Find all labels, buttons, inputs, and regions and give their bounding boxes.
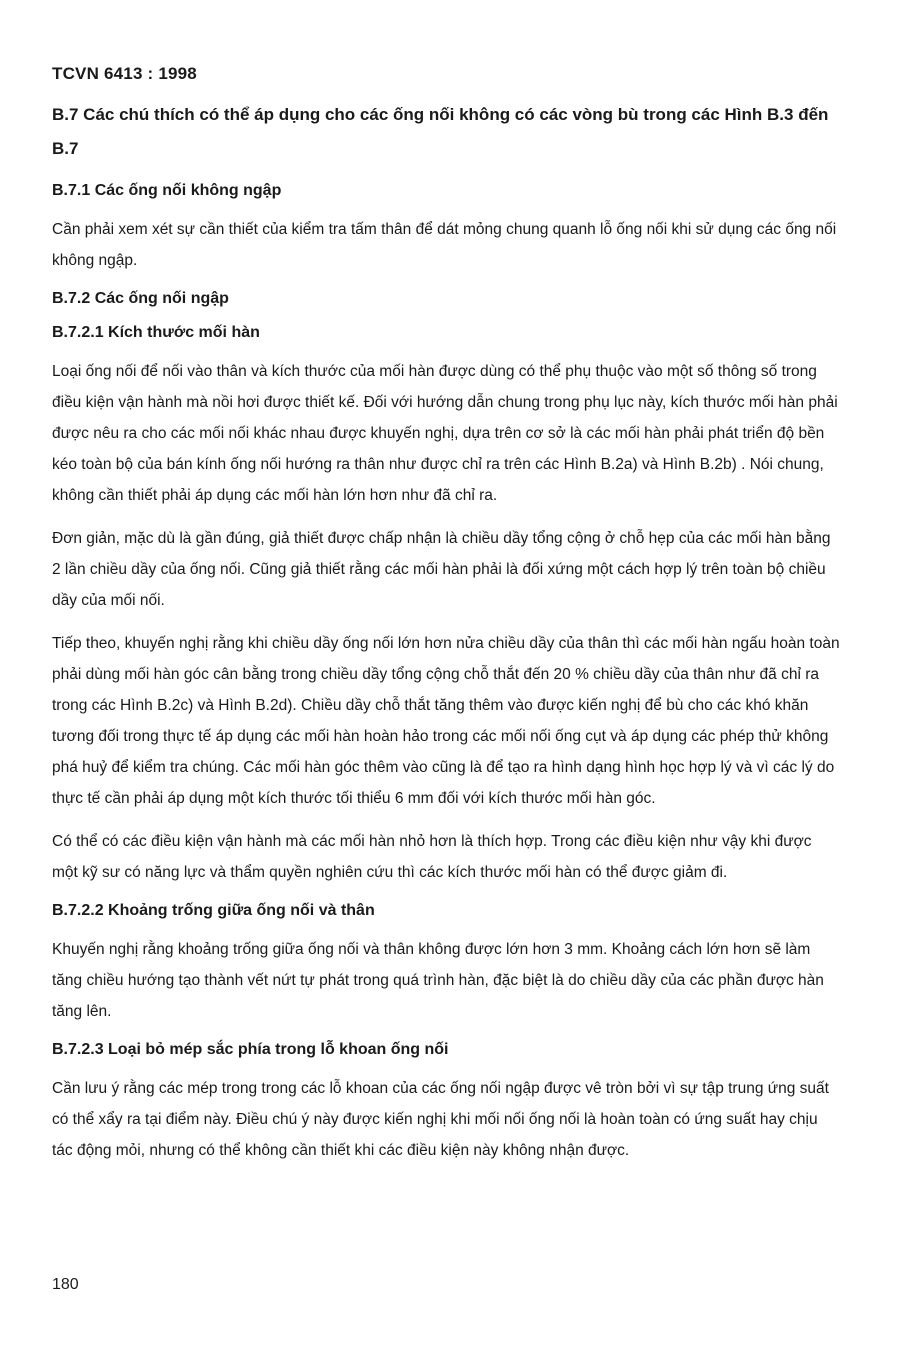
section-b721-paragraph-3: Tiếp theo, khuyến nghị rằng khi chiều dầy ống nối lớn hơn nửa chiều dầy của thân thì các mối hàn ngấu hoàn toàn phải dùng mối hàn góc cân bằng trong chiều dầy tổng cộng chỗ thắt đến 20 % chiều dầy của thân như đã chỉ ra trong các Hình B.2c) và Hình B.2d). Chiều dầy chỗ thắt tăng thêm vào được kiến nghị để bù cho các khó khăn tương đối trong thực tế áp dụng các mối hàn hoàn hảo trong các mối nối ống cụt và áp dụng các phép thử không phá huỷ để kiểm tra chúng. Các mối hàn góc thêm vào cũng là để tạo ra hình dạng hình học hợp lý và vì các lý do thực tế cần phải áp dụng một kích thước tối thiểu 6 mm đối với kích thước mối hàn góc. xyxy=(52,635,840,807)
section-b721-title: B.7.2.1 Kích thước mối hàn xyxy=(52,324,260,341)
section-b72-title: B.7.2 Các ống nối ngập xyxy=(52,290,229,307)
section-b723-title: B.7.2.3 Loại bỏ mép sắc phía trong lỗ khoan ống nối xyxy=(52,1041,449,1058)
standard-code: TCVN 6413 : 1998 xyxy=(52,64,197,83)
section-b71-paragraph: Cần phải xem xét sự cần thiết của kiểm tra tấm thân để dát mỏng chung quanh lỗ ống nối khi sử dụng các ống nối không ngập. xyxy=(52,221,837,269)
document-page xyxy=(52,64,840,1178)
page-number: 180 xyxy=(52,1276,79,1293)
section-b721-paragraph-1: Loại ống nối để nối vào thân và kích thước của mối hàn được dùng có thể phụ thuộc vào một số thông số trong điều kiện vận hành mà nồi hơi được thiết kế. Đối với hướng dẫn chung trong phụ lục này, kích thước mối hàn phải được nêu ra cho các mối nối khác nhau được khuyến nghị, dựa trên cơ sở là các mối hàn phải phát triển độ bền kéo toàn bộ của bán kính ống nối hướng ra thân như được chỉ ra trên các Hình B.2a) và Hình B.2b) . Nói chung, không cần thiết phải áp dụng các mối hàn lớn hơn như đã chỉ ra. xyxy=(52,363,838,504)
section-b7-title: B.7 Các chú thích có thể áp dụng cho các ống nối không có các vòng bù trong các Hình B.3 đến B.7 xyxy=(52,105,829,158)
section-b721-paragraph-4: Có thể có các điều kiện vận hành mà các mối hàn nhỏ hơn là thích hợp. Trong các điều kiện như vậy khi được một kỹ sư có năng lực và thẩm quyền nghiên cứu thì các kích thước mối hàn có thể được giảm đi. xyxy=(52,833,812,881)
section-b722-paragraph: Khuyến nghị rằng khoảng trống giữa ống nối và thân không được lớn hơn 3 mm. Khoảng cách lớn hơn sẽ làm tăng chiều hướng tạo thành vết nứt tự phát trong quá trình hàn, đặc biệt là do chiều dầy của các phần được hàn tăng lên. xyxy=(52,941,824,1020)
section-b71-title: B.7.1 Các ống nối không ngập xyxy=(52,182,282,199)
section-b723-paragraph: Cần lưu ý rằng các mép trong trong các lỗ khoan của các ống nối ngập được vê tròn bởi vì sự tập trung ứng suất có thể xẩy ra tại điểm này. Điều chú ý này được kiến nghị khi mối nối ống nối là hoàn toàn có ứng suất hay chịu tác động mỏi, nhưng có thể không cần thiết khi các điều kiện này không nhận được. xyxy=(52,1080,829,1159)
section-b721-paragraph-2: Đơn giản, mặc dù là gần đúng, giả thiết được chấp nhận là chiều dầy tổng cộng ở chỗ hẹp của các mối hàn bằng 2 lần chiều dầy của ống nối. Cũng giả thiết rằng các mối hàn phải là đối xứng một cách hợp lý trên toàn bộ chiều dầy của mối nối. xyxy=(52,530,831,609)
section-b722-title: B.7.2.2 Khoảng trống giữa ống nối và thân xyxy=(52,902,375,919)
